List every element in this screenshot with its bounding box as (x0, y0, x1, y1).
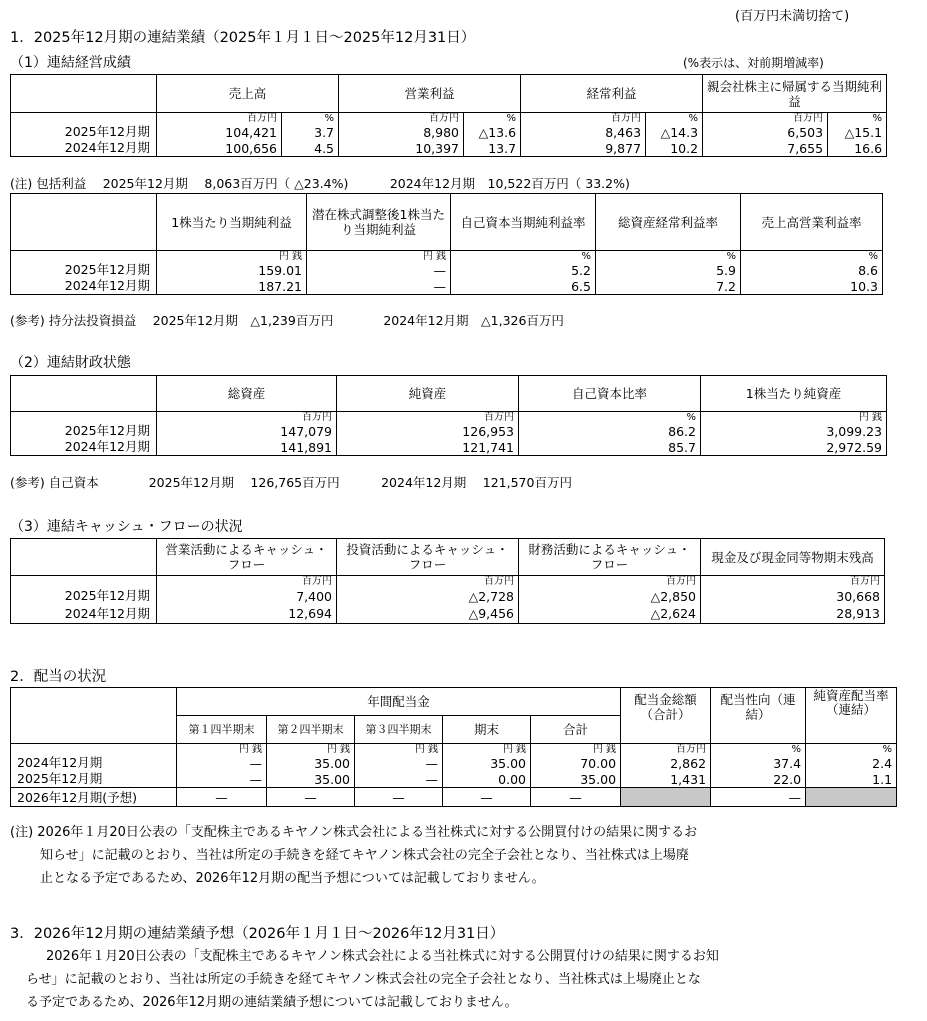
dividend-note-line1: (注) 2026年１月20日公表の「支配株主であるキヤノン株式会社による当社株式に対する公開買付けの結果に関するお (10, 825, 698, 840)
value-cell: 10.2 (646, 141, 703, 157)
value-cell: 2.4 (806, 756, 897, 772)
unit-note: (百万円未満切捨て) (735, 9, 850, 24)
header-ordinary-income: 経常利益 (521, 75, 703, 113)
header-payout-ratio: 配当性向（連結） (711, 688, 806, 744)
header-bps: 1株当たり純資産 (701, 376, 887, 412)
header-total-dividend: 配当金総額（合計） (621, 688, 711, 744)
unit-cell: 円 銭 (701, 412, 887, 424)
sub2-title: （2）連結財政状態 (10, 355, 131, 371)
unit-cell: 百万円 (157, 576, 337, 588)
value-cell: 1,431 (621, 772, 711, 788)
value-cell: 35.00 (531, 772, 621, 788)
value-cell: — (307, 263, 451, 279)
row-label-2024: 2024年12月期 (64, 605, 150, 621)
unit-cell: 百万円 (701, 576, 885, 588)
value-cell: 35.00 (267, 772, 355, 788)
value-cell: △2,624 (519, 605, 701, 623)
value-cell: 12,694 (157, 605, 337, 623)
value-cell: 7,400 (157, 587, 337, 605)
value-cell: 2,862 (621, 756, 711, 772)
empty-header-cell (11, 194, 157, 251)
header-q2: 第２四半期末 (267, 716, 355, 744)
value-cell: 100,656 (157, 141, 282, 157)
value-cell: 147,079 (157, 424, 337, 440)
unit-cell: 百万円 (337, 412, 519, 424)
value-cell: 7,655 (703, 141, 828, 157)
value-cell: 159.01 (157, 263, 307, 279)
value-cell: 0.00 (443, 772, 531, 788)
unit-cell: % (519, 412, 701, 424)
value-cell: — (267, 788, 355, 807)
value-cell: — (531, 788, 621, 807)
value-cell: △9,456 (337, 605, 519, 623)
value-cell: 13.7 (464, 141, 521, 157)
unit-cell: 百万円 (519, 576, 701, 588)
header-total: 合計 (531, 716, 621, 744)
header-eps: 1株当たり当期純利益 (157, 194, 307, 251)
value-cell: 5.9 (596, 263, 741, 279)
header-roa: 総資産経常利益率 (596, 194, 741, 251)
value-cell: 86.2 (519, 424, 701, 440)
section3-title: 3．2026年12月期の連結業績予想（2026年１月１日～2026年12月31日） (10, 926, 505, 942)
equity-note: (参考) 自己資本 2025年12月期 126,765百万円 2024年12月期 121,570百万円 (10, 475, 572, 490)
value-cell: 6.5 (451, 279, 596, 295)
unit-cell: % (806, 744, 897, 756)
row-label-2025: 2025年12月期 (17, 771, 103, 786)
value-cell: — (355, 772, 443, 788)
sub1-title: （1）連結経営成績 (10, 55, 131, 71)
value-cell: 4.5 (282, 141, 339, 157)
unit-cell: 円 銭 (307, 251, 451, 263)
unit-cell: 円 銭 (267, 744, 355, 756)
unit-cell: 円 銭 (443, 744, 531, 756)
per-share-table (10, 193, 883, 295)
value-cell: — (443, 788, 531, 807)
row-label-2024: 2024年12月期 (64, 278, 150, 293)
value-cell: — (307, 279, 451, 295)
forecast-text-line2: らせ」に記載のとおり、当社は所定の手続きを経てキヤノン株式会社の完全子会社となり、当社株式は上場廃止とな (26, 972, 701, 987)
value-cell: 6,503 (703, 125, 828, 141)
unit-cell: % (282, 113, 339, 125)
header-dividend-on-equity: 純資産配当率（連結） (806, 688, 897, 744)
value-cell: 10,397 (339, 141, 464, 157)
sub1-right-note: (%表示は、対前期増減率) (683, 56, 824, 70)
value-cell: 37.4 (711, 756, 806, 772)
unit-cell: 百万円 (621, 744, 711, 756)
value-cell: — (177, 788, 267, 807)
dividend-table (10, 687, 897, 807)
header-financing-cf: 財務活動によるキャッシュ・フロー (519, 539, 701, 576)
operating-results-table (10, 74, 887, 157)
row-label-2025: 2025年12月期 (64, 124, 150, 139)
unit-cell: 円 銭 (157, 251, 307, 263)
value-cell: 35.00 (267, 756, 355, 772)
value-cell: 8.6 (741, 263, 883, 279)
value-cell: 8,463 (521, 125, 646, 141)
row-label-2025: 2025年12月期 (64, 587, 150, 603)
header-operating-income: 営業利益 (339, 75, 521, 113)
row-labels (11, 576, 157, 624)
value-cell: 30,668 (701, 587, 885, 605)
shaded-cell (806, 788, 897, 807)
value-cell: — (355, 756, 443, 772)
value-cell: 85.7 (519, 440, 701, 456)
empty-header-cell (11, 376, 157, 412)
value-cell: 35.00 (443, 756, 531, 772)
unit-cell: % (646, 113, 703, 125)
value-cell: 8,980 (339, 125, 464, 141)
row-labels (11, 251, 157, 295)
header-equity-ratio: 自己資本比率 (519, 376, 701, 412)
value-cell: 2,972.59 (701, 440, 887, 456)
value-cell: 7.2 (596, 279, 741, 295)
header-sales: 売上高 (157, 75, 339, 113)
value-cell: 187.21 (157, 279, 307, 295)
row-label-2025: 2025年12月期 (64, 423, 150, 438)
unit-cell: 百万円 (337, 576, 519, 588)
row-labels (11, 412, 157, 456)
empty-header-cell (11, 688, 177, 744)
empty-header-cell (11, 75, 157, 113)
value-cell: 70.00 (531, 756, 621, 772)
value-cell: △13.6 (464, 125, 521, 141)
unit-cell: % (464, 113, 521, 125)
value-cell: 104,421 (157, 125, 282, 141)
unit-cell: 百万円 (339, 113, 464, 125)
value-cell: △15.1 (828, 125, 887, 141)
dividend-note-line3: 止となる予定であるため、2026年12月期の配当予想については記載しておりません。 (40, 871, 545, 886)
row-label-2026-forecast: 2026年12月期(予想) (11, 788, 177, 807)
unit-cell: % (741, 251, 883, 263)
equity-method-note: (参考) 持分法投資損益 2025年12月期 △1,239百万円 2024年12月期 △1,326百万円 (10, 313, 564, 328)
value-cell: 16.6 (828, 141, 887, 157)
value-cell: 3,099.23 (701, 424, 887, 440)
unit-cell: 円 銭 (531, 744, 621, 756)
unit-cell: 百万円 (157, 412, 337, 424)
value-cell: 121,741 (337, 440, 519, 456)
section1-title: 1．2025年12月期の連結業績（2025年１月１日～2025年12月31日） (10, 30, 476, 46)
forecast-text-line1: 2026年１月20日公表の「支配株主であるキヤノン株式会社による当社株式に対する公開買付けの結果に関するお知 (46, 949, 719, 964)
header-q3: 第３四半期末 (355, 716, 443, 744)
unit-cell: % (711, 744, 806, 756)
forecast-text-line3: る予定であるため、2026年12月期の連結業績予想については記載しておりません。 (26, 995, 518, 1010)
comprehensive-income-note: (注) 包括利益 2025年12月期 8,063百万円（ △23.4%) 2024年12月期 10,522百万円（ 33.2%) (10, 176, 630, 191)
row-label-2024: 2024年12月期 (64, 439, 150, 454)
row-label-2024: 2024年12月期 (64, 140, 150, 155)
financial-position-table (10, 375, 887, 456)
value-cell: 1.1 (806, 772, 897, 788)
empty-header-cell (11, 539, 157, 576)
dividend-note-line2: 知らせ」に記載のとおり、当社は所定の手続きを経てキヤノン株式会社の完全子会社となり、当社株式は上場廃 (40, 848, 689, 863)
value-cell: — (711, 788, 806, 807)
header-diluted-eps: 潜在株式調整後1株当たり当期純利益 (307, 194, 451, 251)
header-roe: 自己資本当期純利益率 (451, 194, 596, 251)
row-label-2025: 2025年12月期 (64, 262, 150, 277)
value-cell: △14.3 (646, 125, 703, 141)
unit-cell: % (596, 251, 741, 263)
value-cell: — (177, 756, 267, 772)
value-cell: 141,891 (157, 440, 337, 456)
value-cell: △2,728 (337, 587, 519, 605)
unit-cell: 円 銭 (355, 744, 443, 756)
sub3-title: （3）連結キャッシュ・フローの状況 (10, 519, 243, 535)
unit-cell: 百万円 (703, 113, 828, 125)
header-q1: 第１四半期末 (177, 716, 267, 744)
cash-flow-table (10, 538, 885, 624)
value-cell: △2,850 (519, 587, 701, 605)
header-cash-balance: 現金及び現金同等物期末残高 (701, 539, 885, 576)
unit-cell: 円 銭 (177, 744, 267, 756)
header-operating-margin: 売上高営業利益率 (741, 194, 883, 251)
value-cell: — (177, 772, 267, 788)
row-label-2024: 2024年12月期 (17, 755, 103, 770)
row-labels (11, 113, 157, 157)
shaded-cell (621, 788, 711, 807)
value-cell: 22.0 (711, 772, 806, 788)
unit-cell: 百万円 (521, 113, 646, 125)
header-investing-cf: 投資活動によるキャッシュ・フロー (337, 539, 519, 576)
header-operating-cf: 営業活動によるキャッシュ・フロー (157, 539, 337, 576)
unit-cell: % (828, 113, 887, 125)
section2-title: 2．配当の状況 (10, 669, 107, 685)
unit-cell: 百万円 (157, 113, 282, 125)
row-labels (11, 744, 177, 788)
value-cell: 3.7 (282, 125, 339, 141)
header-annual-dividend: 年間配当金 (177, 688, 621, 716)
header-year-end: 期末 (443, 716, 531, 744)
header-net-assets: 純資産 (337, 376, 519, 412)
value-cell: — (355, 788, 443, 807)
unit-cell: % (451, 251, 596, 263)
value-cell: 28,913 (701, 605, 885, 623)
value-cell: 9,877 (521, 141, 646, 157)
value-cell: 10.3 (741, 279, 883, 295)
value-cell: 5.2 (451, 263, 596, 279)
header-total-assets: 総資産 (157, 376, 337, 412)
header-net-income: 親会社株主に帰属する当期純利益 (703, 75, 887, 113)
value-cell: 126,953 (337, 424, 519, 440)
